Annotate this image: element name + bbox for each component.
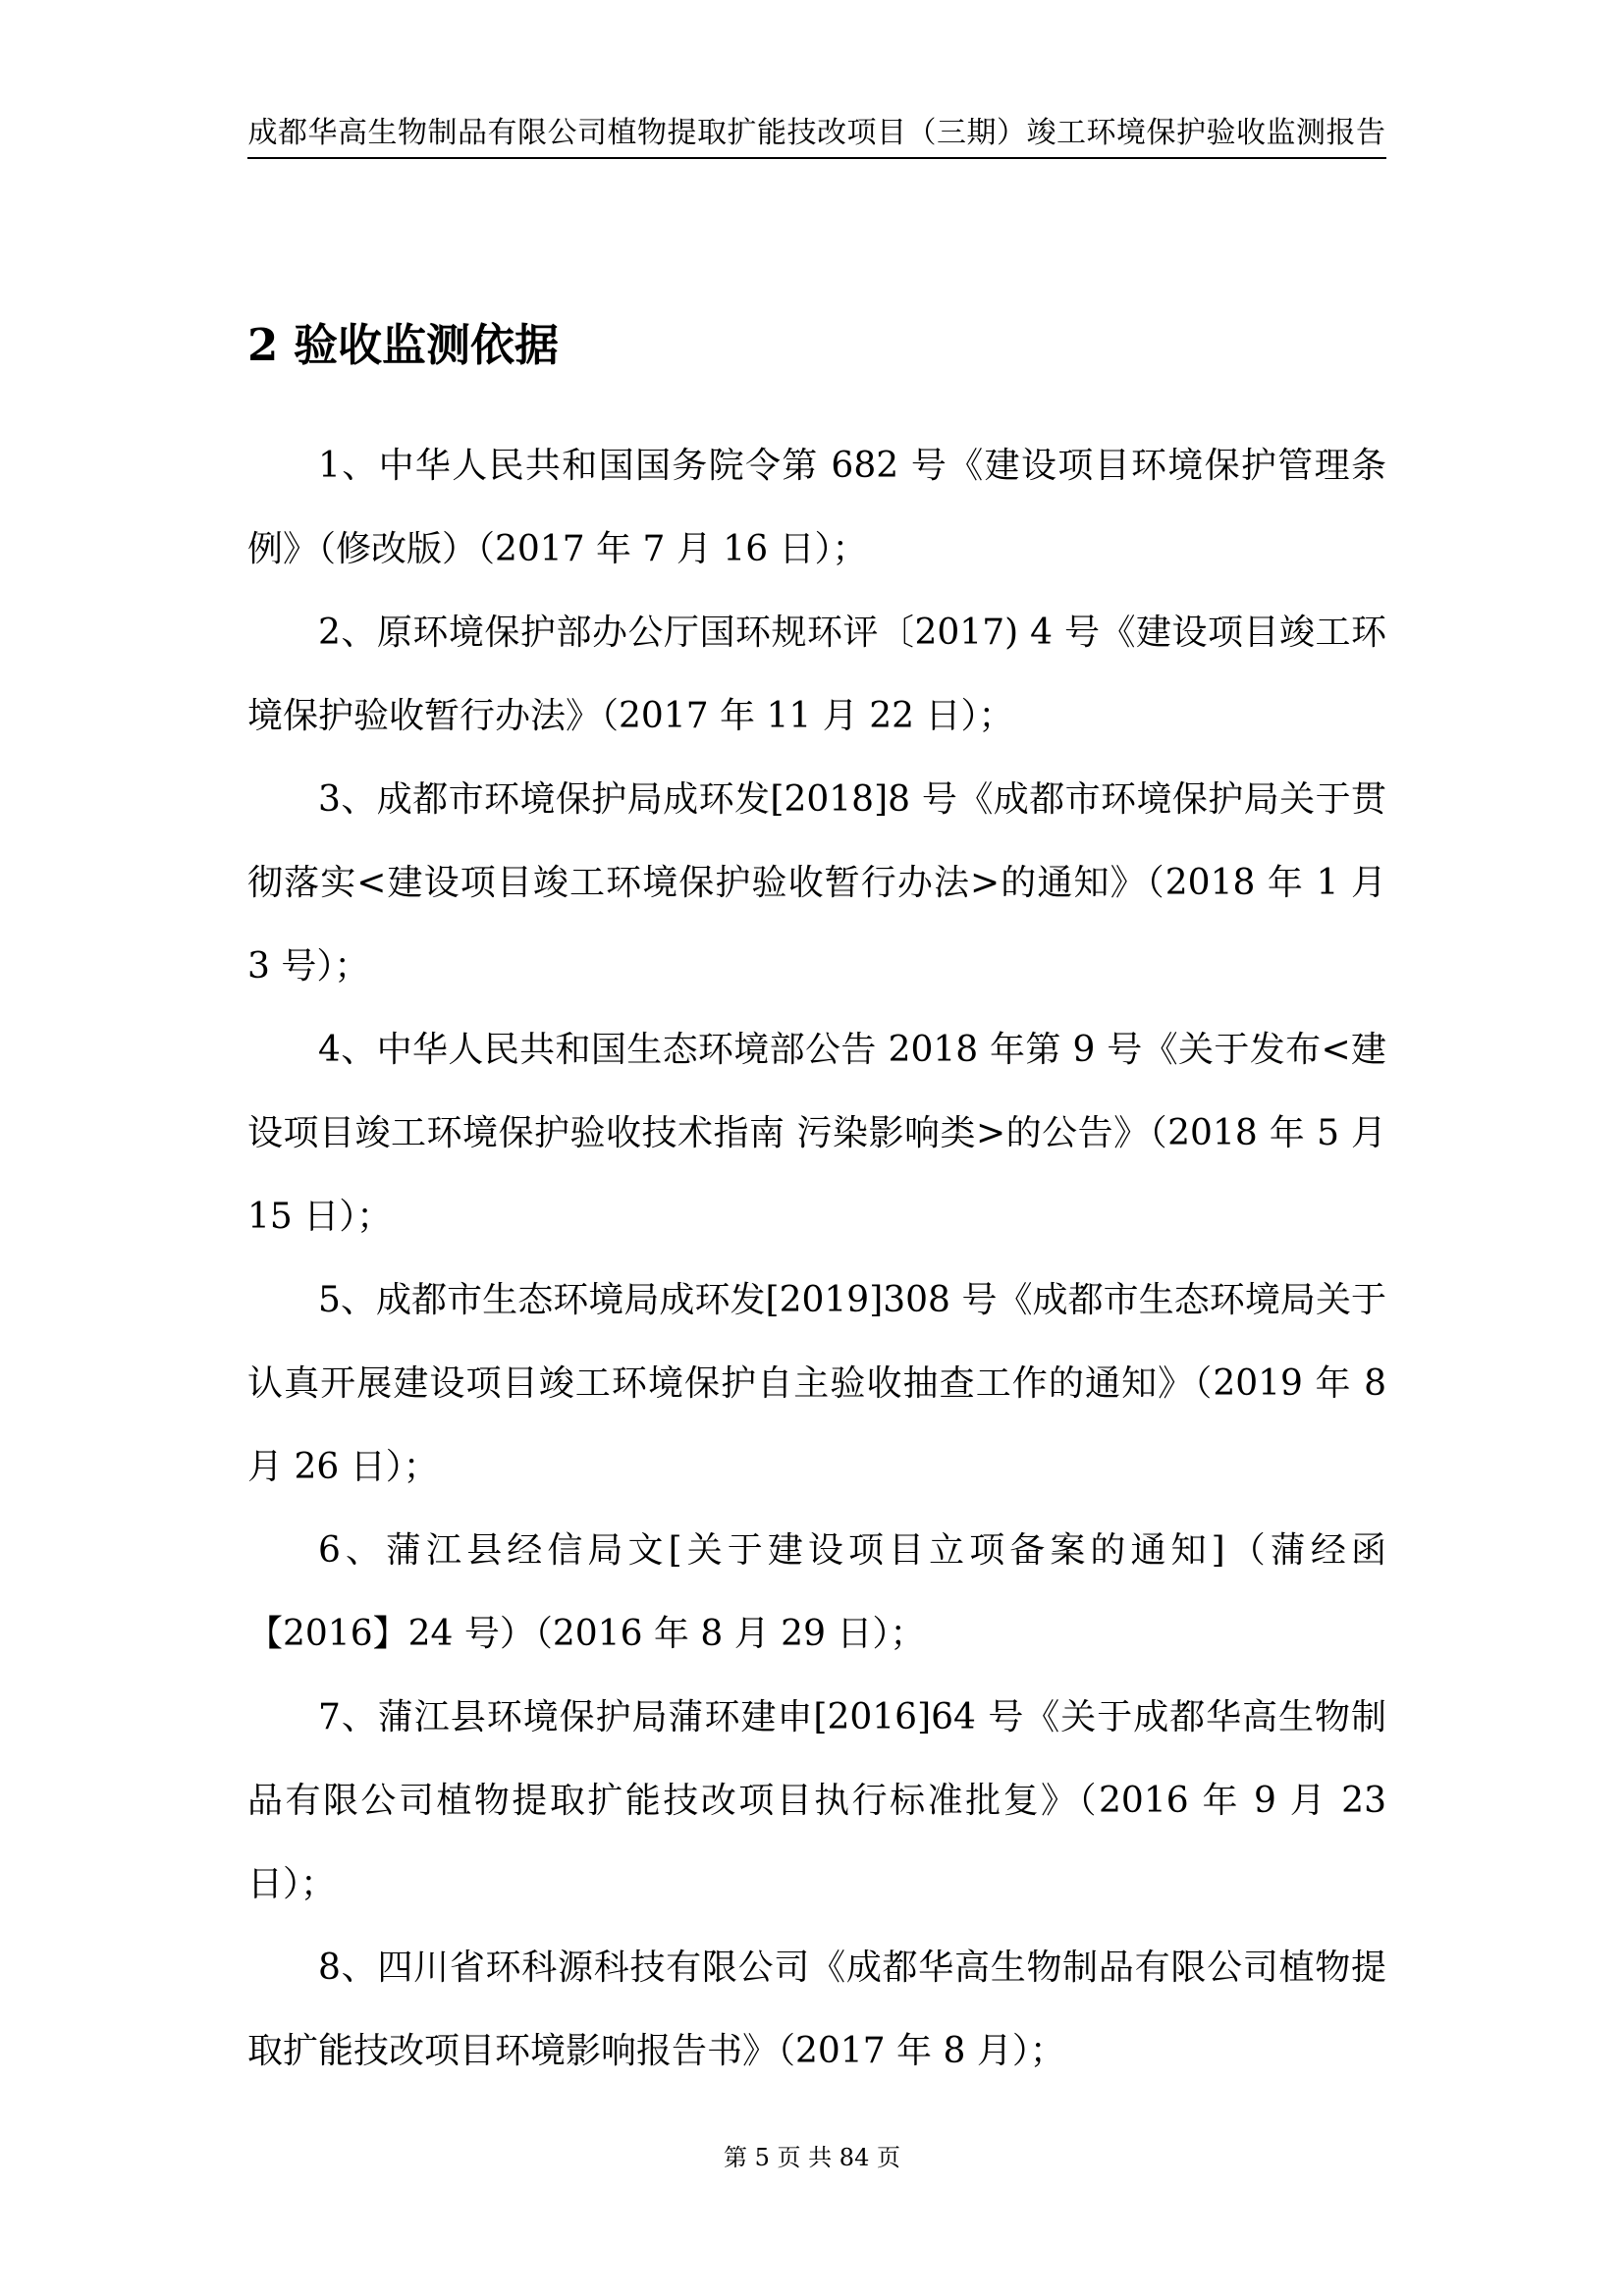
basis-item-2: 2、原环境保护部办公厅国环规环评〔2017) 4 号《建设项目竣工环境保护验收暂行办法》（2017 年 11 月 22 日）； <box>247 613 1386 736</box>
basis-item-8: 8、四川省环科源科技有限公司《成都华高生物制品有限公司植物提取扩能技改项目环境影响报告书》（2017 年 8 月）； <box>247 1948 1386 2071</box>
header-divider <box>247 157 1386 159</box>
basis-item-4: 4、中华人民共和国生态环境部公告 2018 年第 9 号《关于发布<建设项目竣工环境保护验收技术指南 污染影响类>的公告》（2018 年 5 月 15 日）； <box>247 1030 1386 1237</box>
basis-item-3: 3、成都市环境保护局成环发[2018]8 号《成都市环境保护局关于贯彻落实<建设项目竣工环境保护验收暂行办法>的通知》（2018 年 1 月 3 号）； <box>247 779 1386 987</box>
basis-item-7: 7、蒲江县环境保护局蒲环建申[2016]64 号《关于成都华高生物制品有限公司植物提取扩能技改项目执行标准批复》（2016 年 9 月 23 日）； <box>247 1697 1386 1904</box>
document-body <box>247 424 1386 2093</box>
section-title: 2 验收监测依据 <box>247 319 559 371</box>
basis-item-6: 6、蒲江县经信局文[关于建设项目立项备案的通知]（蒲经函【2016】24 号）（2016 年 8 月 29 日）； <box>247 1530 1386 1654</box>
page-number: 第 5 页 共 84 页 <box>724 2144 900 2171</box>
basis-item-1: 1、中华人民共和国国务院令第 682 号《建设项目环境保护管理条例》（修改版）（2017 年 7 月 16 日）； <box>247 446 1386 569</box>
basis-item-5: 5、成都市生态环境局成环发[2019]308 号《成都市生态环境局关于认真开展建设项目竣工环境保护自主验收抽查工作的通知》（2019 年 8 月 26 日）； <box>247 1280 1386 1487</box>
page-header-title: 成都华高生物制品有限公司植物提取扩能技改项目（三期）竣工环境保护验收监测报告 <box>247 116 1386 150</box>
